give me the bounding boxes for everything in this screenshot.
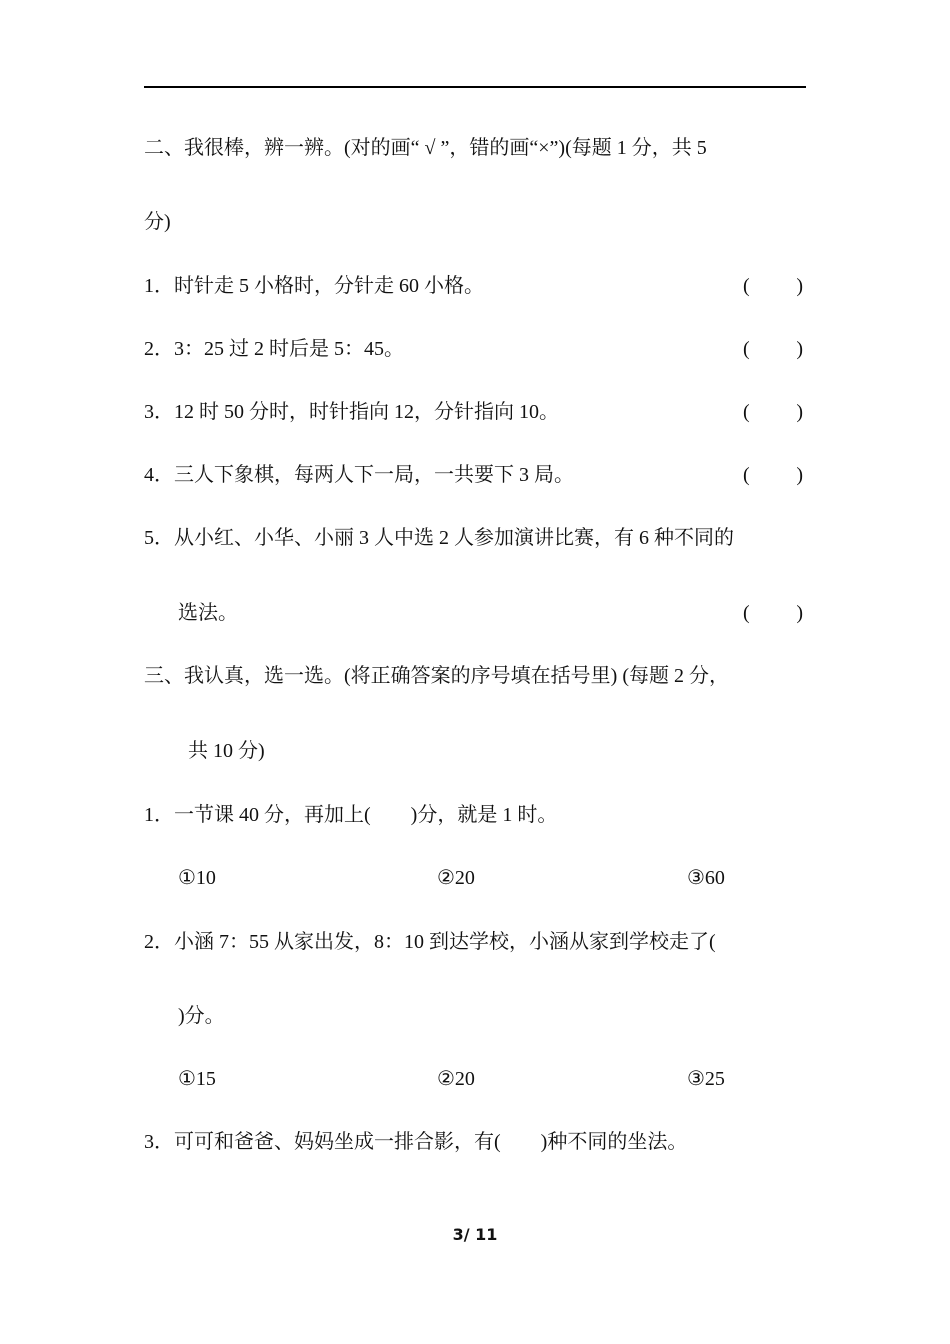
answer-blank-5[interactable]: ( ) xyxy=(743,602,803,624)
answer-blank-4[interactable]: ( ) xyxy=(743,464,803,486)
answer-blank-1[interactable]: ( ) xyxy=(743,275,803,297)
answer-blank-3[interactable]: ( ) xyxy=(743,401,803,423)
page-number: 3/ 11 xyxy=(452,1225,498,1244)
tf-item-1: 1．时针走 5 小格时，分针走 60 小格。 xyxy=(144,275,484,297)
section2-heading: 二、我很棒，辨一辨。(对的画“ √ ”，错的画“×”)(每题 1 分，共 5 xyxy=(144,137,707,159)
tf-item-3: 3．12 时 50 分时，时针指向 12，分针指向 10。 xyxy=(144,401,559,423)
section3-heading: 三、我认真，选一选。(将正确答案的序号填在括号里) (每题 2 分， xyxy=(144,665,729,687)
mc-question-2-cont: )分。 xyxy=(178,1005,225,1027)
tf-item-5: 5．从小红、小华、小丽 3 人中选 2 人参加演讲比赛，有 6 种不同的 xyxy=(144,527,734,549)
mc-q2-option-3[interactable]: ③25 xyxy=(687,1068,725,1090)
tf-item-4: 4．三人下象棋，每两人下一局，一共要下 3 局。 xyxy=(144,464,574,486)
tf-item-2: 2．3：25 过 2 时后是 5：45。 xyxy=(144,338,404,360)
answer-blank-2[interactable]: ( ) xyxy=(743,338,803,360)
mc-question-2: 2．小涵 7：55 从家出发，8：10 到达学校，小涵从家到学校走了( xyxy=(144,931,716,953)
mc-q1-option-1[interactable]: ①10 xyxy=(178,867,216,889)
mc-q2-option-2[interactable]: ②20 xyxy=(437,1068,475,1090)
section2-heading-cont: 分) xyxy=(144,211,171,233)
mc-q1-option-3[interactable]: ③60 xyxy=(687,867,725,889)
mc-question-3: 3．可可和爸爸、妈妈坐成一排合影，有( )种不同的坐法。 xyxy=(144,1131,688,1153)
section3-heading-cont: 共 10 分) xyxy=(188,740,265,762)
mc-question-1: 1．一节课 40 分，再加上( )分，就是 1 时。 xyxy=(144,804,558,826)
tf-item-5-cont: 选法。 xyxy=(178,602,238,624)
mc-q2-option-1[interactable]: ①15 xyxy=(178,1068,216,1090)
mc-q1-option-2[interactable]: ②20 xyxy=(437,867,475,889)
header-rule xyxy=(144,86,806,88)
